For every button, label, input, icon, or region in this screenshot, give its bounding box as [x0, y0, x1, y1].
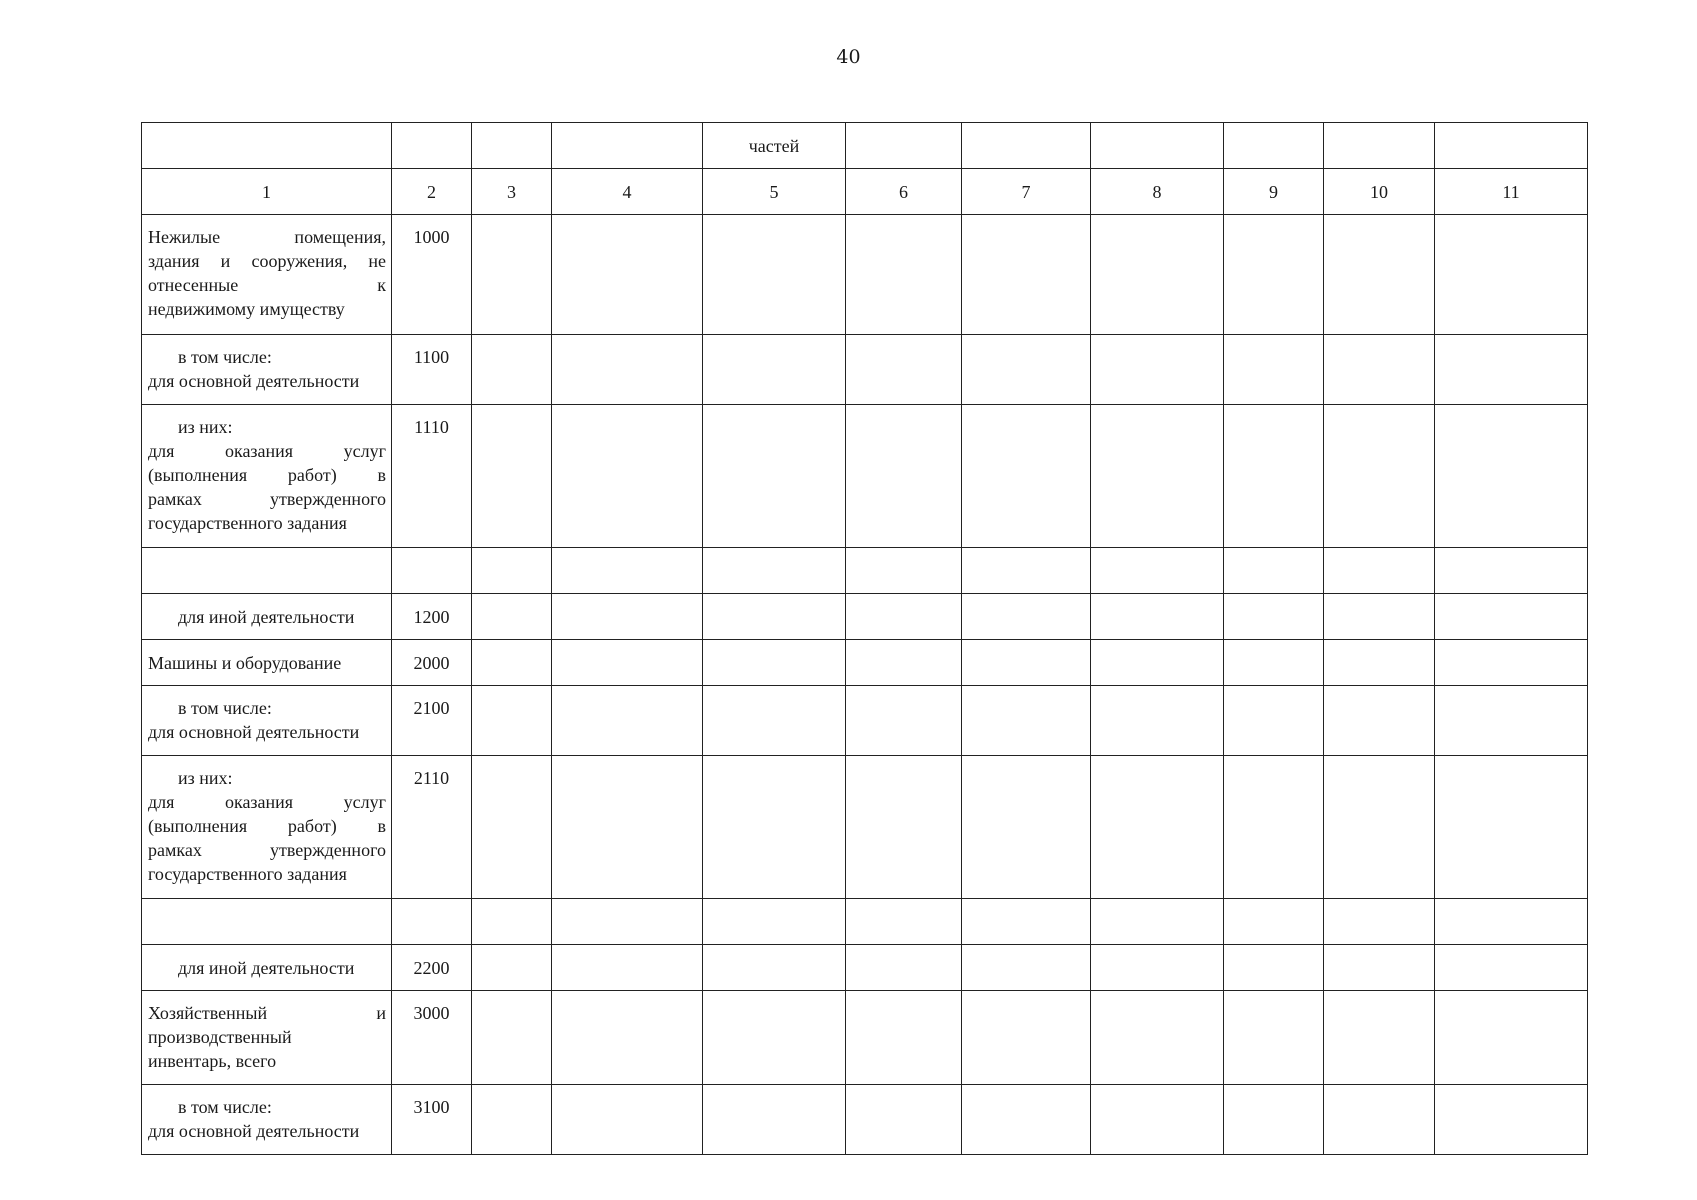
value-cell-col5 [703, 548, 846, 594]
row-label [142, 756, 392, 899]
value-cell-col7 [962, 991, 1091, 1085]
value-cell-col8 [1091, 756, 1224, 899]
value-cell-col11 [1435, 215, 1588, 335]
column-number-row [142, 169, 1588, 215]
value-cell-col4 [552, 548, 703, 594]
column-number: 2 [392, 169, 472, 215]
row-label [142, 899, 392, 945]
value-cell-col11 [1435, 756, 1588, 899]
row-label-line: (выполнения работ) в [148, 816, 386, 836]
value-cell-col11 [1435, 548, 1588, 594]
value-cell-col5 [703, 756, 846, 899]
row-label [142, 1085, 392, 1155]
value-cell-col9 [1224, 594, 1324, 640]
row-label-line: Машины и оборудование [148, 652, 342, 673]
header-cell [1091, 123, 1224, 169]
row-label-line: для иной деятельности [178, 606, 355, 627]
table-row [142, 548, 1588, 594]
value-cell-col9 [1224, 991, 1324, 1085]
value-cell-col7 [962, 405, 1091, 548]
column-number: 6 [846, 169, 962, 215]
value-cell-col4 [552, 405, 703, 548]
column-number: 10 [1324, 169, 1435, 215]
row-label [142, 405, 392, 548]
value-cell-col7 [962, 686, 1091, 756]
value-cell-col9 [1224, 548, 1324, 594]
value-cell-col10 [1324, 686, 1435, 756]
value-cell-col7 [962, 756, 1091, 899]
table-row [142, 756, 1588, 899]
row-code: 2200 [392, 945, 472, 991]
value-cell-col10 [1324, 899, 1435, 945]
table-row [142, 594, 1588, 640]
row-label-line: здания и сооружения, не [148, 251, 386, 271]
row-label-line: для оказания услуг [148, 792, 386, 812]
value-cell-col6 [846, 548, 962, 594]
row-label-line: для основной деятельности [148, 722, 360, 742]
value-cell-col8 [1091, 899, 1224, 945]
value-cell-col4 [552, 640, 703, 686]
column-number: 11 [1435, 169, 1588, 215]
value-cell-col9 [1224, 1085, 1324, 1155]
column-number: 8 [1091, 169, 1224, 215]
header-cell [846, 123, 962, 169]
row-label-line: из них: [178, 417, 233, 437]
column-number: 7 [962, 169, 1091, 215]
value-cell-col6 [846, 756, 962, 899]
value-cell-col3 [472, 686, 552, 756]
value-cell-col6 [846, 1085, 962, 1155]
row-label-line: в том числе: [178, 347, 272, 367]
value-cell-col8 [1091, 945, 1224, 991]
value-cell-col4 [552, 899, 703, 945]
value-cell-col3 [472, 640, 552, 686]
value-cell-col7 [962, 215, 1091, 335]
row-label-line: недвижимому имуществу [148, 299, 345, 319]
value-cell-col4 [552, 945, 703, 991]
header-cell [392, 123, 472, 169]
value-cell-col10 [1324, 1085, 1435, 1155]
row-label [142, 945, 392, 991]
value-cell-col5 [703, 405, 846, 548]
row-code: 1200 [392, 594, 472, 640]
value-cell-col11 [1435, 640, 1588, 686]
table-row [142, 405, 1588, 548]
value-cell-col5 [703, 1085, 846, 1155]
column-number: 3 [472, 169, 552, 215]
table-row [142, 335, 1588, 405]
value-cell-col10 [1324, 640, 1435, 686]
value-cell-col3 [472, 405, 552, 548]
row-label-line: производственный [148, 1027, 292, 1047]
value-cell-col4 [552, 215, 703, 335]
row-label-line: для иной деятельности [178, 957, 355, 978]
column-number: 1 [142, 169, 392, 215]
value-cell-col4 [552, 335, 703, 405]
value-cell-col3 [472, 945, 552, 991]
row-label-line: для основной деятельности [148, 371, 360, 391]
row-label-line: для основной деятельности [148, 1121, 360, 1141]
value-cell-col5 [703, 945, 846, 991]
row-code: 2100 [392, 686, 472, 756]
page-number: 40 [836, 46, 861, 68]
value-cell-col9 [1224, 405, 1324, 548]
row-code [392, 899, 472, 945]
row-code: 2000 [392, 640, 472, 686]
row-label-line: (выполнения работ) в [148, 465, 386, 485]
table-row [142, 1085, 1588, 1155]
value-cell-col8 [1091, 686, 1224, 756]
table-row [142, 945, 1588, 991]
value-cell-col8 [1091, 1085, 1224, 1155]
value-cell-col5 [703, 594, 846, 640]
row-label-line: государственного задания [148, 864, 347, 884]
value-cell-col7 [962, 899, 1091, 945]
table-row [142, 899, 1588, 945]
value-cell-col9 [1224, 899, 1324, 945]
value-cell-col7 [962, 945, 1091, 991]
table-row [142, 686, 1588, 756]
header-cell-col5: частей [703, 123, 846, 169]
row-label [142, 686, 392, 756]
value-cell-col11 [1435, 686, 1588, 756]
row-code: 3000 [392, 991, 472, 1085]
value-cell-col10 [1324, 756, 1435, 899]
value-cell-col11 [1435, 1085, 1588, 1155]
row-label [142, 991, 392, 1085]
table-row [142, 640, 1588, 686]
header-cell [962, 123, 1091, 169]
value-cell-col6 [846, 335, 962, 405]
row-label [142, 215, 392, 335]
row-label-line: из них: [178, 768, 233, 788]
value-cell-col8 [1091, 405, 1224, 548]
row-label-line: Хозяйственный и [148, 1003, 386, 1023]
value-cell-col5 [703, 215, 846, 335]
row-label [142, 548, 392, 594]
value-cell-col6 [846, 215, 962, 335]
row-code: 3100 [392, 1085, 472, 1155]
value-cell-col11 [1435, 945, 1588, 991]
value-cell-col11 [1435, 899, 1588, 945]
value-cell-col3 [472, 756, 552, 899]
value-cell-col6 [846, 991, 962, 1085]
value-cell-col7 [962, 335, 1091, 405]
row-code [392, 548, 472, 594]
value-cell-col6 [846, 945, 962, 991]
row-code: 1000 [392, 215, 472, 335]
value-cell-col6 [846, 899, 962, 945]
value-cell-col5 [703, 991, 846, 1085]
value-cell-col7 [962, 548, 1091, 594]
row-label [142, 594, 392, 640]
value-cell-col11 [1435, 991, 1588, 1085]
row-label-line: в том числе: [178, 698, 272, 718]
row-label-line: отнесенные к [148, 275, 386, 295]
row-label-line: в том числе: [178, 1097, 272, 1117]
value-cell-col11 [1435, 405, 1588, 548]
value-cell-col3 [472, 899, 552, 945]
value-cell-col9 [1224, 640, 1324, 686]
value-cell-col10 [1324, 335, 1435, 405]
value-cell-col3 [472, 991, 552, 1085]
value-cell-col5 [703, 686, 846, 756]
row-label-line: рамках утвержденного [148, 840, 386, 860]
value-cell-col3 [472, 1085, 552, 1155]
row-label-line: государственного задания [148, 513, 347, 533]
asset-table [141, 122, 1588, 1155]
value-cell-col8 [1091, 335, 1224, 405]
value-cell-col7 [962, 594, 1091, 640]
data-rows [142, 215, 1588, 1155]
header-cell [472, 123, 552, 169]
value-cell-col3 [472, 548, 552, 594]
value-cell-col10 [1324, 548, 1435, 594]
header-cell [142, 123, 392, 169]
value-cell-col6 [846, 405, 962, 548]
value-cell-col10 [1324, 991, 1435, 1085]
header-cell [552, 123, 703, 169]
value-cell-col9 [1224, 215, 1324, 335]
value-cell-col4 [552, 991, 703, 1085]
value-cell-col8 [1091, 640, 1224, 686]
value-cell-col10 [1324, 405, 1435, 548]
value-cell-col8 [1091, 548, 1224, 594]
value-cell-col4 [552, 756, 703, 899]
value-cell-col9 [1224, 335, 1324, 405]
row-label [142, 335, 392, 405]
value-cell-col4 [552, 1085, 703, 1155]
column-number: 9 [1224, 169, 1324, 215]
value-cell-col3 [472, 335, 552, 405]
header-cell [1435, 123, 1588, 169]
value-cell-col6 [846, 686, 962, 756]
row-code: 1100 [392, 335, 472, 405]
row-label-line: Нежилые помещения, [148, 227, 386, 247]
value-cell-col4 [552, 686, 703, 756]
value-cell-col6 [846, 640, 962, 686]
value-cell-col5 [703, 335, 846, 405]
value-cell-col11 [1435, 594, 1588, 640]
table-row [142, 991, 1588, 1085]
row-label-line: рамках утвержденного [148, 489, 386, 509]
value-cell-col7 [962, 640, 1091, 686]
value-cell-col10 [1324, 215, 1435, 335]
value-cell-col6 [846, 594, 962, 640]
value-cell-col4 [552, 594, 703, 640]
row-label [142, 640, 392, 686]
header-cell [1224, 123, 1324, 169]
value-cell-col3 [472, 594, 552, 640]
value-cell-col10 [1324, 945, 1435, 991]
value-cell-col7 [962, 1085, 1091, 1155]
column-number: 5 [703, 169, 846, 215]
header-continuation-row [142, 123, 1588, 169]
value-cell-col8 [1091, 215, 1224, 335]
value-cell-col8 [1091, 594, 1224, 640]
value-cell-col9 [1224, 756, 1324, 899]
value-cell-col10 [1324, 594, 1435, 640]
row-code: 1110 [392, 405, 472, 548]
value-cell-col9 [1224, 945, 1324, 991]
value-cell-col9 [1224, 686, 1324, 756]
table-row [142, 215, 1588, 335]
value-cell-col11 [1435, 335, 1588, 405]
value-cell-col5 [703, 640, 846, 686]
column-number: 4 [552, 169, 703, 215]
value-cell-col5 [703, 899, 846, 945]
value-cell-col8 [1091, 991, 1224, 1085]
row-label-line: для оказания услуг [148, 441, 386, 461]
row-code: 2110 [392, 756, 472, 899]
header-cell [1324, 123, 1435, 169]
row-label-line: инвентарь, всего [148, 1051, 277, 1071]
value-cell-col3 [472, 215, 552, 335]
